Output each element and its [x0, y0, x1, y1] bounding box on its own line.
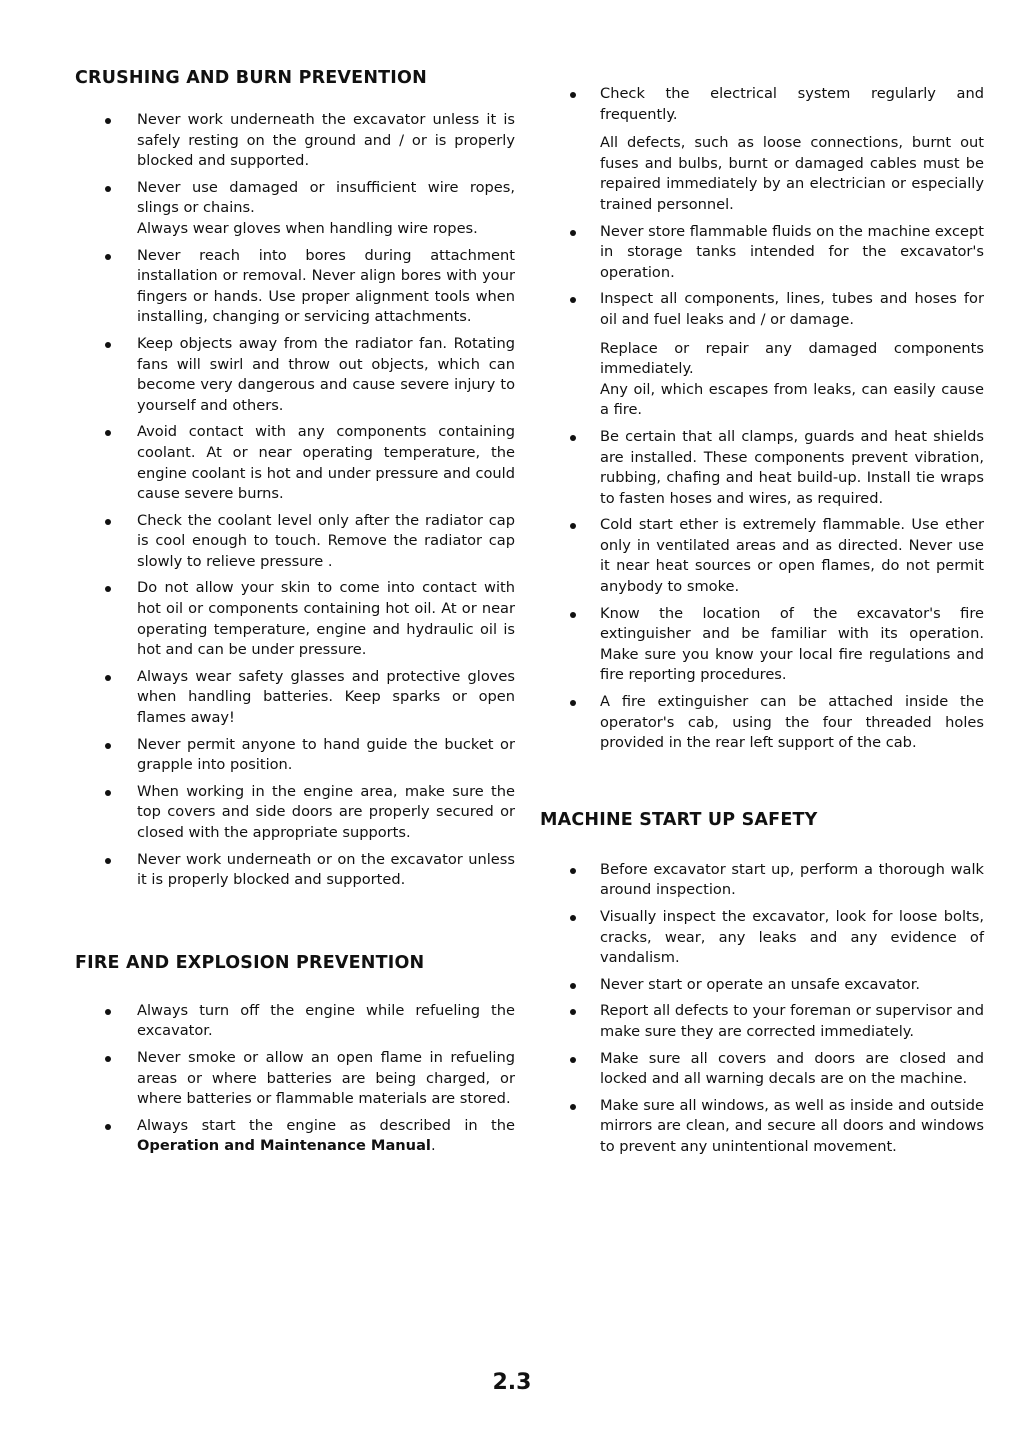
item-text: Make sure all covers and doors are closed and locked and all warning decals are on the machine. — [600, 1049, 984, 1088]
bullet-icon — [570, 92, 576, 98]
bullet-icon — [105, 743, 111, 749]
right-column — [540, 84, 984, 1164]
item-text: Know the location of the excavator's fire extinguisher and be familiar with its operation. Make sure you know your local fire regulations and fire reporting procedures. — [600, 604, 984, 684]
bullet-icon — [570, 1009, 576, 1015]
item-text: Inspect all components, lines, tubes and hoses for oil and fuel leaks and / or damage. — [600, 290, 984, 328]
bullet-icon — [105, 675, 111, 681]
bullet-icon — [570, 297, 576, 303]
item-text: Any oil, which escapes from leaks, can easily cause a fire. — [600, 380, 984, 419]
bullet-icon — [570, 523, 576, 529]
bullet-icon — [105, 1056, 111, 1062]
list-item — [540, 692, 984, 754]
bullet-icon — [105, 118, 111, 124]
bullet-icon — [105, 1009, 111, 1015]
item-text: Always wear safety glasses and protective gloves when handling batteries. Keep sparks or open flames away! — [137, 667, 515, 727]
section-title: FIRE AND EXPLOSION PREVENTION — [75, 952, 425, 973]
list-item — [540, 84, 984, 216]
bullet-icon — [105, 519, 111, 525]
section-machine-start-up-safety — [540, 810, 984, 1158]
list-item — [75, 1116, 515, 1157]
bullet-list — [540, 84, 984, 754]
item-text: Never reach into bores during attachment installation or removal. Never align bores with your fingers or hands. Use proper alignment tools when installing, changing or servicing attachments. — [137, 246, 515, 326]
item-text: Report all defects to your foreman or supervisor and make sure they are corrected immediately. — [600, 1002, 984, 1040]
item-text: Avoid contact with any components containing coolant. At or near operating temperature, the engine coolant is hot and under pressure and could cause severe burns. — [137, 423, 515, 503]
list-item — [75, 782, 515, 844]
item-text: Replace or repair any damaged components immediately. — [600, 339, 984, 378]
item-text: Never permit anyone to hand guide the bucket or grapple into position. — [137, 735, 515, 774]
item-text: Be certain that all clamps, guards and heat shields are installed. These components prevent vibration, rubbing, chafing and heat build-up. Install tie wraps to fasten hoses and wires, as required. — [600, 427, 984, 507]
list-item — [75, 422, 515, 504]
bullet-list — [540, 860, 984, 1158]
item-text-part: Never smoke or allow an open flame in refueling areas or where batteries are being charged, or where batteries or flammable materials are stored. — [137, 1048, 515, 1108]
bullet-icon — [105, 342, 111, 348]
bullet-icon — [105, 254, 111, 260]
item-text: Keep objects away from the radiator fan. Rotating fans will swirl and throw out objects, which can become very dangerous and cause severe injury to yourself and others. — [137, 334, 515, 414]
item-text: Never store flammable fluids on the machine except in storage tanks intended for the excavator's operation. — [600, 222, 984, 281]
item-text-part: Always start the engine as described in the — [137, 1116, 515, 1134]
bullet-icon — [570, 435, 576, 441]
list-item — [540, 222, 984, 284]
list-item — [75, 178, 515, 240]
bullet-icon — [105, 586, 111, 592]
item-text: Do not allow your skin to come into contact with hot oil or components containing hot oil. At or near operating temperature, engine and hydraulic oil is hot and can be under pressure. — [137, 579, 515, 659]
list-item — [540, 975, 984, 996]
list-item — [540, 289, 984, 421]
list-item — [75, 1048, 515, 1110]
item-text: When working in the engine area, make sure the top covers and side doors are properly secured or closed with the appropriate supports. — [137, 782, 515, 841]
list-item — [75, 1001, 515, 1042]
manual-reference: Operation and Maintenance Manual — [137, 1137, 431, 1155]
page-number: 2.3 — [492, 1370, 532, 1395]
list-item — [540, 860, 984, 901]
list-item — [540, 1049, 984, 1090]
list-item — [540, 1096, 984, 1158]
bullet-icon — [105, 1124, 111, 1130]
list-item — [540, 427, 984, 509]
section-title: MACHINE START UP SAFETY — [540, 809, 818, 830]
list-item — [540, 1001, 984, 1042]
item-text — [137, 1048, 515, 1110]
bullet-icon — [570, 700, 576, 706]
bullet-icon — [105, 790, 111, 796]
section-title: CRUSHING AND BURN PREVENTION — [75, 68, 427, 88]
section-fire-explosion-prevention — [75, 953, 515, 1157]
list-item — [75, 578, 515, 660]
section-fire-explosion-continued — [540, 84, 984, 754]
item-text: Always wear gloves when handling wire ropes. — [137, 219, 478, 237]
list-item — [75, 735, 515, 776]
bullet-icon — [105, 186, 111, 192]
item-text-part: . — [430, 1137, 436, 1155]
bullet-icon — [570, 868, 576, 874]
item-text: Never work underneath the excavator unless it is safely resting on the ground and / or is properly blocked and supported. — [137, 111, 515, 170]
left-column — [75, 68, 515, 1163]
item-text: Before excavator start up, perform a thorough walk around inspection. — [600, 860, 984, 899]
item-text: Cold start ether is extremely flammable. Use ether only in ventilated areas and as directed. Never use it near heat sources or open flames, do not permit anybody to smoke. — [600, 516, 984, 596]
bullet-icon — [570, 230, 576, 236]
list-item — [75, 110, 515, 172]
bullet-icon — [570, 1057, 576, 1063]
list-item — [540, 515, 984, 597]
item-text: Never start or operate an unsafe excavator. — [600, 975, 921, 993]
section-crushing-burn-prevention — [75, 68, 515, 891]
item-text — [137, 1001, 515, 1042]
list-item — [75, 667, 515, 729]
bullet-icon — [570, 915, 576, 921]
bullet-list — [75, 1001, 515, 1157]
list-item — [540, 907, 984, 969]
bullet-icon — [105, 430, 111, 436]
item-text: A fire extinguisher can be attached inside the operator's cab, using the four threaded holes provided in the rear left support of the cab. — [600, 693, 984, 752]
item-text: Make sure all windows, as well as inside and outside mirrors are clean, and secure all doors and windows to prevent any unintentional movement. — [600, 1096, 984, 1155]
item-text-part: Always turn off the engine while refueling the excavator. — [137, 1001, 515, 1040]
bullet-icon — [105, 858, 111, 864]
list-item — [75, 850, 515, 891]
item-text: Visually inspect the excavator, look for loose bolts, cracks, wear, any leaks and any evidence of vandalism. — [600, 908, 984, 967]
bullet-icon — [570, 1104, 576, 1110]
list-item — [75, 511, 515, 573]
item-text — [137, 1116, 515, 1157]
item-text: Never work underneath or on the excavator unless it is properly blocked and supported. — [137, 850, 515, 889]
item-text: Check the electrical system regularly and frequently. — [600, 85, 984, 123]
list-item — [75, 334, 515, 416]
item-text: All defects, such as loose connections, burnt out fuses and bulbs, burnt or damaged cables must be repaired immediately by an electrician or especially trained personnel. — [600, 134, 984, 213]
item-text: Check the coolant level only after the radiator cap is cool enough to touch. Remove the radiator cap slowly to relieve pressure . — [137, 511, 515, 570]
bullet-list — [75, 110, 515, 891]
list-item — [75, 246, 515, 328]
list-item — [540, 604, 984, 686]
item-text: Never use damaged or insufficient wire ropes, slings or chains. — [137, 178, 515, 217]
bullet-icon — [570, 612, 576, 618]
bullet-icon — [570, 983, 576, 989]
